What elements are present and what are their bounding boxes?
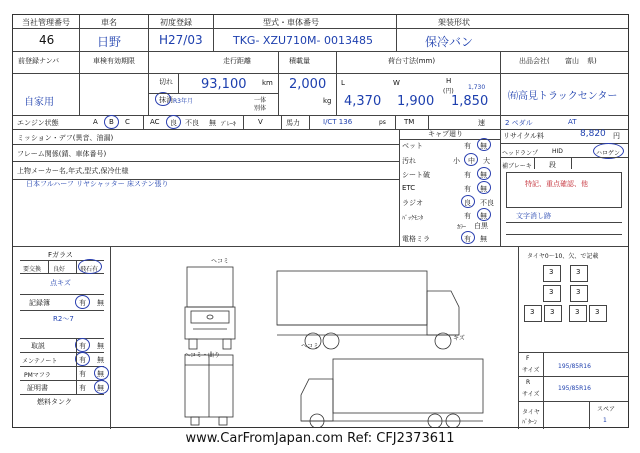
headlamp-halogen: ハロゲン [596, 150, 620, 157]
record-yes-circle [75, 295, 90, 309]
ict-value: I/CT 136 [323, 118, 353, 126]
engine-b-circle [104, 115, 119, 129]
cab-bed: ベット [402, 142, 423, 150]
fuel-label: 燃料タンク [37, 398, 72, 406]
cab-back-monitor: ﾊﾞｯｸﾓﾆﾀ [402, 215, 424, 222]
tire-rear-1: 3 [530, 308, 535, 316]
cab-etc: ETC [402, 184, 416, 192]
tire-mid-right: 3 [576, 288, 581, 296]
notes-blue: 文字消し跡 [516, 212, 551, 220]
speed-label: 速 [478, 119, 485, 127]
kiri-date: R3年月 [173, 98, 193, 105]
etc-no: 無 [480, 185, 487, 193]
body-shape: 保冷バン [425, 35, 474, 49]
tire-pattern-label: ﾊﾟﾀｰﾝ [522, 419, 538, 426]
notes-box [506, 172, 622, 208]
chipped-circle [78, 259, 102, 274]
ac-bad: 不良 [185, 119, 199, 127]
etc-yes: 有 [464, 185, 471, 193]
monitor-bw: 白黒 [474, 222, 488, 230]
engine-label: エンジン状態 [17, 119, 59, 127]
inspection-header: 車検有効期限 [93, 57, 135, 65]
cab-dirt: 汚れ [402, 157, 416, 165]
pm-no: 無 [97, 370, 104, 378]
maint-label: メンテノート [22, 358, 58, 365]
cab-title: キャブ廻り [428, 130, 463, 138]
tire-f-size-label: サイズ [522, 367, 540, 374]
tire-type-label: タイヤ [522, 409, 540, 416]
truck-front-view [185, 267, 235, 349]
spare-label: スペア [597, 406, 616, 413]
kiri-label: 抹消 [159, 96, 173, 104]
ittai-label: 一体 [254, 97, 267, 104]
brake-label: ﾌﾞﾚｰｷ [221, 121, 237, 128]
monitor-color: ｶﾗｰ [457, 224, 467, 231]
frame-label: フレーム関係(錆、車体番号) [17, 150, 107, 158]
tire-title: タイヤ0～10、欠、で記載 [527, 253, 599, 260]
cab-radio: ラジオ [402, 199, 423, 207]
f-glass-label: Fガラス [48, 251, 73, 259]
seat-no: 無 [480, 171, 487, 179]
tire-rear-3: 3 [575, 308, 580, 316]
record-label: 記録簿 [29, 299, 50, 307]
dmg-note-rear: ヘコミ・曲り [184, 352, 221, 359]
record-years: R2～7 [53, 315, 74, 323]
tire-rear-2: 3 [550, 308, 555, 316]
upper-value: 日本フルハーフ リヤシャッター 床ステン張り [26, 180, 169, 188]
cab-bed-yes: 有 [464, 142, 471, 150]
truck-rear-view [185, 355, 233, 425]
cargo-height: 1,850 [451, 94, 489, 109]
dirt-large: 大 [483, 157, 490, 165]
pm-label: PMマフラ [24, 372, 51, 379]
capacity-header: 積載量 [289, 57, 310, 65]
ac-good-circle [166, 115, 181, 129]
headlamp-hid: HID [552, 148, 563, 155]
height-small: 1,730 [468, 84, 486, 91]
etc-no-circle [477, 181, 491, 194]
v-label: V [258, 118, 263, 126]
en-label: (円) [443, 88, 454, 95]
maint-no: 無 [97, 356, 104, 364]
truck-diagram [173, 251, 493, 427]
cert-label: 証明書 [27, 384, 48, 392]
model-vin: TKG- XZU710M- 0013485 [233, 34, 373, 47]
seat-no-circle [477, 167, 491, 180]
dirt-mid: 中 [468, 157, 475, 165]
capacity: 2,000 [289, 77, 327, 92]
mirror-yes-circle [461, 231, 475, 244]
body-shape-header: 架装形状 [438, 18, 470, 27]
fglass-note: 点キズ [50, 279, 71, 287]
dealer-pref-suffix: 県) [587, 57, 597, 65]
len-label: L [341, 79, 345, 87]
tire-mid-left: 3 [549, 288, 554, 296]
bed-no-circle [477, 138, 491, 151]
watermark-footer: www.CarFromJapan.com Ref: CFJ2373611 [185, 431, 455, 446]
monitor-no: 無 [480, 212, 487, 220]
auction-sheet [12, 14, 629, 428]
cargo-length: 4,370 [344, 94, 382, 109]
monitor-yes: 有 [464, 212, 471, 220]
headlamp-label: ヘッドランプ [502, 150, 539, 157]
engine-a: A [93, 118, 98, 126]
recycle-fee: 8,820 [580, 129, 606, 139]
dealer-pref: 富山 [565, 57, 579, 65]
ac-good: 良 [170, 119, 177, 127]
dealer-name: ㈲高見トラックセンター [508, 91, 618, 102]
record-no: 無 [97, 299, 104, 307]
plate-use: 自家用 [24, 97, 54, 108]
cargo-width: 1,900 [397, 94, 435, 109]
car-name: 日野 [97, 35, 122, 49]
mgmt-no-header: 当社管理番号 [22, 18, 70, 27]
dmg-note-kizu: キズ [453, 335, 465, 342]
cab-bed-no: 無 [480, 142, 487, 150]
tire-f-label: F [526, 355, 530, 362]
model-vin-header: 型式・車体番号 [263, 18, 319, 27]
tm-label: TM [404, 118, 415, 126]
hei-label: H [446, 77, 452, 85]
cert-yes: 有 [79, 384, 86, 392]
aux-brake-label: 補ブレーキ [502, 163, 532, 170]
radio-good: 良 [464, 199, 471, 207]
maint-yes: 有 [79, 356, 86, 364]
dmg-note-side: ヘコミ [301, 343, 320, 350]
upper-label: 上物メーカー名,年式,型式,保冷仕様 [17, 167, 129, 175]
cab-mirror: 電格ミラ [402, 235, 430, 243]
cab-seat: シート破 [402, 171, 430, 179]
pm-yes: 有 [79, 370, 86, 378]
mileage-header: 走行距離 [223, 57, 251, 65]
prev-plate-header: 前登録ナンバ [18, 57, 60, 65]
maint-yes-circle [75, 352, 90, 366]
recycle-label: リサイクル料 [503, 132, 545, 140]
manual-label: 取説 [31, 342, 45, 350]
spare-value: 1 [603, 417, 607, 424]
mirror-no: 無 [480, 235, 487, 243]
tire-front-left: 3 [549, 268, 554, 276]
fglass-exchange: 要交換 [23, 266, 42, 273]
seat-yes: 有 [464, 171, 471, 179]
tire-r-size-label: サイズ [522, 391, 540, 398]
first-registration: H27/03 [159, 33, 203, 47]
manual-no: 無 [97, 342, 104, 350]
manual-yes-circle [75, 338, 90, 352]
cargo-dims-header: 荷台寸法(mm) [388, 57, 436, 65]
tire-front-right: 3 [576, 268, 581, 276]
engine-c: C [125, 118, 130, 126]
fglass-good: 良好 [53, 266, 66, 273]
car-name-header: 車名 [101, 18, 117, 27]
truck-side-view-right [301, 359, 483, 427]
dealer-header: 出品会社( [519, 57, 550, 65]
transmission: AT [568, 118, 577, 126]
ps-unit: ps [379, 119, 386, 126]
fglass-chipped: 飛石有 [80, 266, 99, 273]
truck-side-view-left [277, 271, 459, 349]
mission-label: ミッション・デフ(異音、油漏) [17, 134, 114, 142]
record-yes: 有 [79, 299, 86, 307]
monitor-no-circle [477, 208, 491, 221]
engine-b: B [109, 118, 114, 126]
tire-f-size: 195/85R16 [558, 363, 591, 370]
kiri-circle [155, 92, 171, 106]
radio-good-circle [461, 195, 475, 208]
gear-pedal: 2 ペダル [505, 119, 533, 127]
pm-no-circle [94, 366, 109, 380]
betsu-label: 別体 [254, 105, 267, 112]
cert-no-circle [94, 380, 109, 394]
tire-r-label: R [526, 379, 531, 386]
tire-r-size: 195/85R16 [558, 385, 591, 392]
hp-label: 馬力 [286, 119, 300, 127]
mileage: 93,100 [201, 77, 247, 92]
cert-no: 無 [97, 384, 104, 392]
mgmt-no: 46 [39, 33, 55, 47]
recycle-yen: 円 [613, 132, 620, 140]
aux-brake-stage: 段 [549, 161, 556, 169]
radio-bad: 不良 [480, 199, 494, 207]
dirt-mid-circle [464, 153, 478, 166]
ac-label: AC [150, 118, 160, 126]
dmg-note-front: ヘコミ [211, 258, 230, 265]
km-unit: km [262, 79, 273, 87]
kire-label: 切れ [159, 78, 173, 86]
dirt-small: 小 [453, 157, 460, 165]
tire-rear-4: 3 [595, 308, 600, 316]
notes-red: 特記、重点確認、他 [525, 180, 588, 188]
ac-none: 無 [209, 119, 216, 127]
first-reg-header: 初度登録 [160, 18, 192, 27]
manual-yes: 有 [79, 342, 86, 350]
mirror-yes: 有 [464, 235, 471, 243]
kg-unit: kg [323, 97, 332, 105]
wid-label: W [393, 79, 400, 87]
